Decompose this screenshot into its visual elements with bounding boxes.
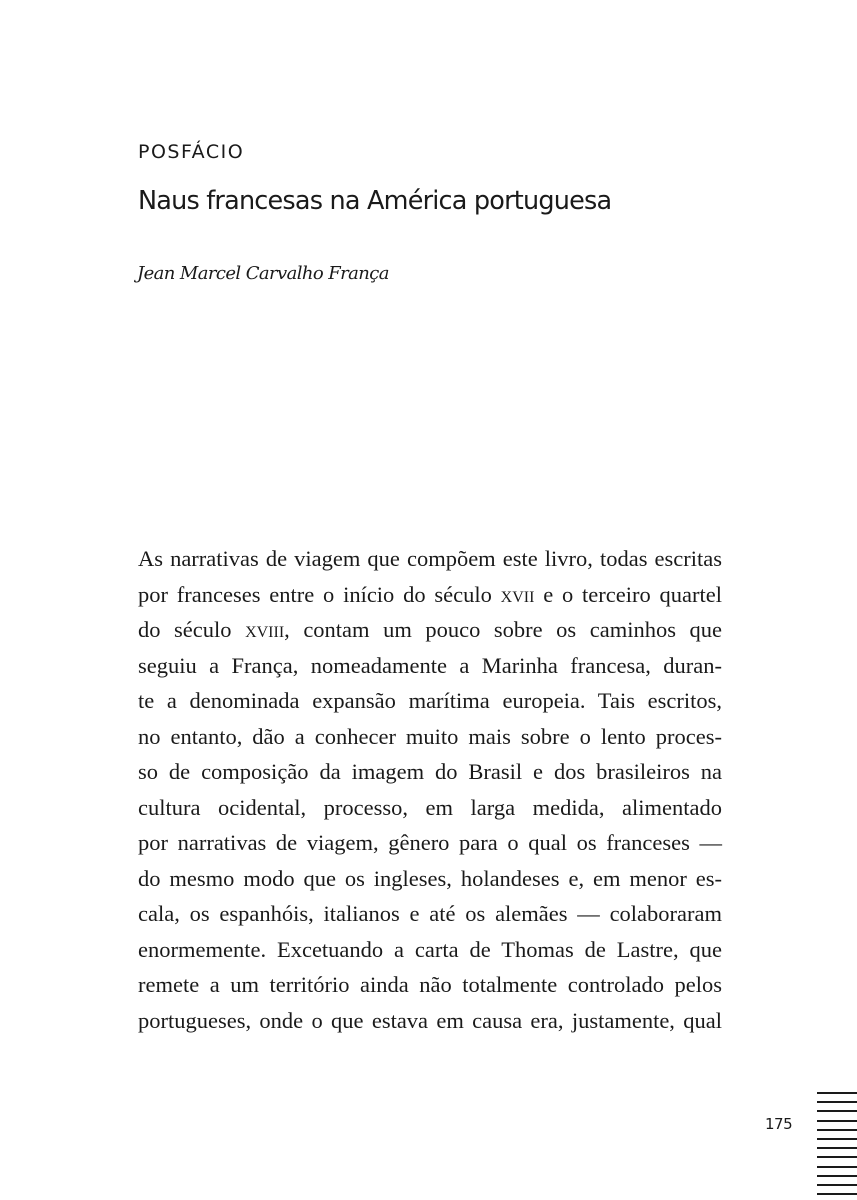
body-text (138, 541, 722, 1038)
body-line: no entanto, dão a conhecer muito mais sobre o lento proces- (138, 723, 722, 749)
body-line: remete a um território ainda não totalmente controlado pelos (138, 972, 722, 997)
body-line: do século xviii, contam um pouco sobre os caminhos que (138, 617, 722, 642)
body-line: portugueses, onde o que estava em causa era, justamente, qual (138, 1007, 722, 1033)
stripe-line (817, 1193, 857, 1195)
author-name: Jean Marcel Carvalho França (137, 263, 389, 284)
page-number: 175 (765, 1115, 793, 1133)
body-line: por franceses entre o início do século xvii e o terceiro quartel (138, 581, 723, 607)
stripe-line (817, 1138, 857, 1140)
stripe-line (817, 1147, 857, 1149)
stripe-line (817, 1184, 857, 1186)
stripe-line (817, 1175, 857, 1177)
body-line: As narrativas de viagem que compõem este livro, todas escritas (138, 546, 722, 571)
body-line: enormemente. Excetuando a carta de Thomas de Lastre, que (138, 936, 722, 962)
body-line: cala, os espanhóis, italianos e até os alemães — colaboraram (138, 901, 722, 926)
stripe-line (817, 1101, 857, 1103)
section-label: POSFÁCIO (138, 141, 245, 163)
stripe-line (817, 1129, 857, 1131)
roman-numeral: xvii (500, 581, 535, 607)
body-line: por narrativas de viagem, gênero para o qual os franceses — (138, 830, 722, 855)
decorative-stripes (817, 1092, 857, 1200)
stripe-line (817, 1166, 857, 1168)
stripe-line (817, 1120, 857, 1122)
stripe-line (817, 1156, 857, 1158)
stripe-line (817, 1092, 857, 1094)
chapter-title: Naus francesas na América portuguesa (138, 186, 612, 216)
body-line: te a denominada expansão marítima europeia. Tais escritos, (138, 688, 722, 713)
body-line: cultura ocidental, processo, em larga medida, alimentado (138, 794, 722, 820)
body-line: so de composição da imagem do Brasil e dos brasileiros na (138, 759, 722, 784)
roman-numeral: xviii (245, 617, 285, 642)
body-line: do mesmo modo que os ingleses, holandeses e, em menor es- (138, 865, 722, 891)
body-line: seguiu a França, nomeadamente a Marinha francesa, duran- (138, 652, 722, 678)
stripe-line (817, 1110, 857, 1112)
